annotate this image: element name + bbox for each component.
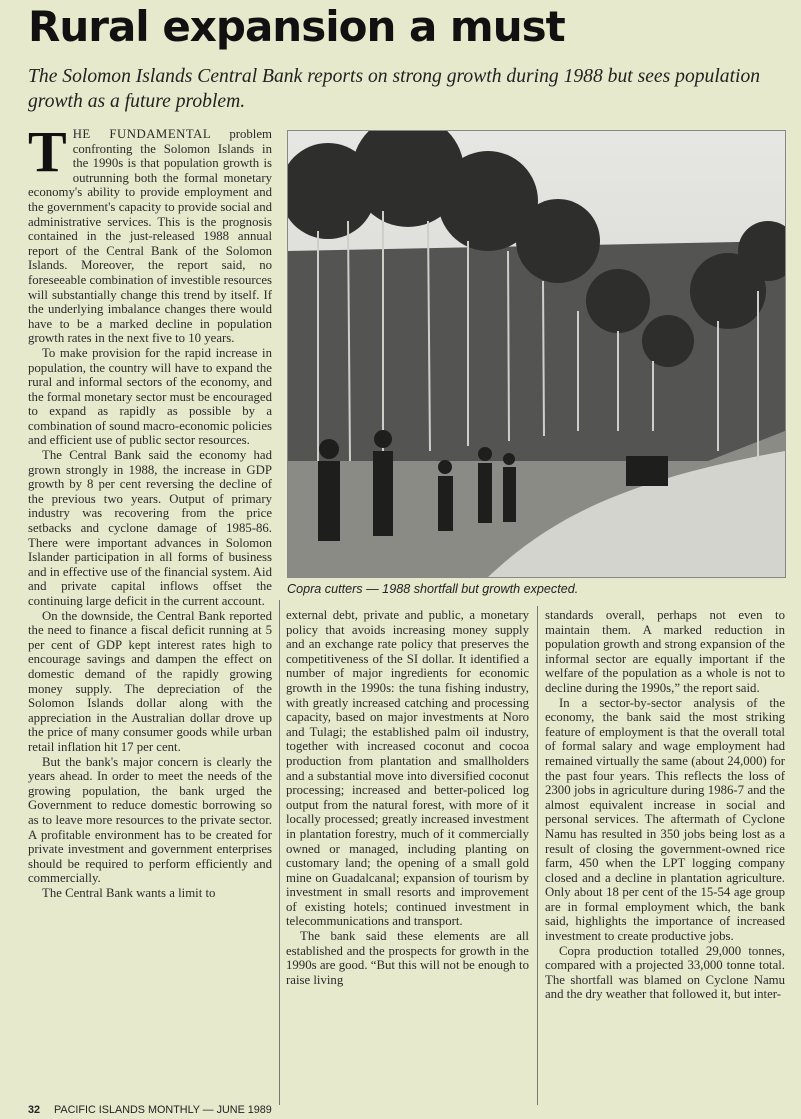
page-footer [28, 1104, 272, 1116]
drop-cap: T [28, 119, 67, 184]
headline: Rural expansion a must [28, 2, 565, 51]
article-photo [287, 130, 786, 578]
paragraph: external debt, private and public, a monetary policy that avoids increasing money supply and an exchange rate policy that preserves the competitiveness of the SI dollar. It identified a number of major ingredients for economic growth in the 1990s: the tuna fishing industry, with greatly increased catching and processing capacity, based on major investments at Noro and Tulagi; the established palm oil industry, together with increased coconut and cocoa production from plantation and smallholders and a substantial move into diversified coconut processing; increased and better-policed log output from the natural forest, with more of it locally processed; greatly increased investment in plantation forestry, much of it commercially owned or managed, including planting on customary land; the opening of a small gold mine on Guadalcanal; expansion of tourism by investment in small resorts and improvement of existing hotels; continued investment in telecommunications and transport. [286, 608, 529, 929]
article-column-3 [545, 608, 785, 1100]
paragraph: In a sector-by-sector analysis of the economy, the bank said the most striking feature of employment is that the overall total of formal salary and wage employment had remained virtually the same (about 24,000) for the past four years. This reflects the loss of 2300 jobs in agriculture during 1986-7 and the almost equivalent increase in social and personal services. The aftermath of Cyclone Namu has resulted in 350 jobs being lost as a result of closing the government-owned rice farm, 450 when the LPT logging company closed and a decline in plantation agriculture. Only about 18 per cent of the 15-54 age group are in formal employment which, the bank said, highlights the importance of increased investment to create productive jobs. [545, 695, 785, 944]
column-divider [537, 606, 538, 1105]
paragraph: On the downside, the Central Bank reported the need to finance a fiscal deficit running at 5 per cent of GDP kept interest rates high to encourage savings and dampen the effect on domestic demand of the rapidly growing money supply. The depreciation of the Solomon Islands dollar along with the appreciation in the Australian dollar drove up the price of many consumer goods while urban retail inflation hit 17 per cent. [28, 608, 272, 754]
paragraph [28, 119, 272, 346]
paragraph: But the bank's major concern is clearly the years ahead. In order to meet the needs of the growing population, the bank urged the Government to reduce domestic borrowing so as to leave more resources to the private sector. A profitable environment has to be created for private investment and government enterprises should be required to perform efficiently and commercially. [28, 754, 272, 886]
paragraph: standards overall, perhaps not even to maintain them. A marked reduction in population growth and strong expansion of the informal sector are equally important if the welfare of the population as a whole is not to decline during the 1990s,” the report said. [545, 608, 785, 695]
paragraph: Copra production totalled 29,000 tonnes, compared with a projected 33,000 tonne total. The shortfall was blamed on Cyclone Namu and the dry weather that followed it, but inter- [545, 943, 785, 1002]
paragraph: The Central Bank said the economy had grown strongly in 1988, the increase in GDP growth by 8 per cent reversing the decline of the previous two years. Output of primary industry was recovering from the price setbacks and cyclone damage of 1985-86. There were important advances in Solomon Islander participation in all forms of business and in effective use of the financial system. Aid and private capital inflows offset the continuing large deficit in the current account. [28, 448, 272, 608]
article-column-2 [286, 608, 529, 1100]
paragraph-text: problem confronting the Solomon Islands in the 1990s is that population growth is outrunning both the formal monetary economy's ability to provide employment and the government's capacity to provide social and administrative services. This is the prognosis contained in the just-released 1988 annual report of the Central Bank of the Solomon Islands. Moreover, the report said, no foreseeable combination of investible resources will substantially change this trend by itself. If the underlying imbalance changes there would have to be a marked decline in population growth rates in the next five to 10 years. [28, 127, 272, 346]
page-number: 32 [28, 1104, 41, 1116]
lead-in-caps: HE FUNDAMENTAL [72, 127, 212, 141]
paragraph: To make provision for the rapid increase in population, the country will have to expand the rural and informal sectors of the economy, and the formal monetary sector must be encouraged to expand as rapidly as possible by a combination of sound macro-economic policies and efficient use of public sector resources. [28, 345, 272, 448]
photo-palm-plantation [288, 131, 785, 577]
paragraph: The Central Bank wants a limit to [42, 885, 216, 900]
article-column-1 [28, 119, 272, 1102]
standfirst: The Solomon Islands Central Bank reports on strong growth during 1988 but sees population growth as a future problem. [28, 66, 761, 112]
paragraph: The bank said these elements are all established and the prospects for growth in the 1990s are good. “But this will not be enough to raise living [286, 929, 529, 987]
publication-line: PACIFIC ISLANDS MONTHLY — JUNE 1989 [54, 1104, 272, 1116]
column-divider [279, 600, 280, 1105]
photo-caption: Copra cutters — 1988 shortfall but growth expected. [287, 582, 579, 596]
